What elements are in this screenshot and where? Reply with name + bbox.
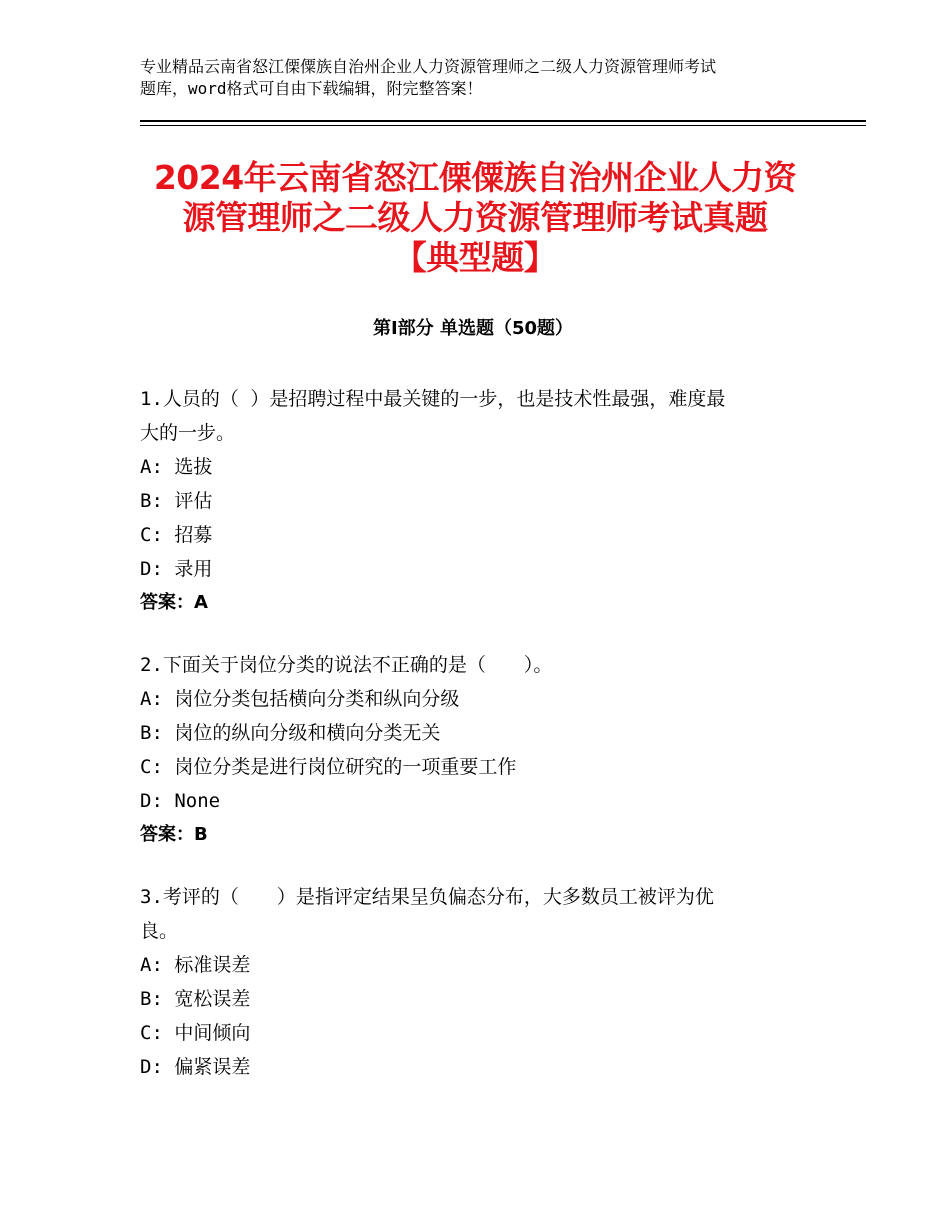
question-list — [140, 382, 820, 1112]
option-a: A: 选拔 — [140, 456, 213, 478]
option-c: C: 岗位分类是进行岗位研究的一项重要工作 — [140, 756, 517, 778]
question-2 — [140, 648, 820, 852]
option-b: B: 岗位的纵向分级和横向分类无关 — [140, 722, 441, 744]
header-note — [140, 56, 830, 100]
answer: 答案：A — [140, 592, 208, 613]
question-stem-continued: 大的一步。 — [140, 422, 236, 444]
option-a: A: 岗位分类包括横向分类和纵向分级 — [140, 688, 460, 710]
option-d: D: None — [140, 790, 221, 812]
question-stem: 1.人员的（ ）是招聘过程中最关键的一步，也是技术性最强，难度最 — [140, 388, 726, 410]
question-stem: 2.下面关于岗位分类的说法不正确的是（ ）。 — [140, 654, 553, 676]
answer: 答案：B — [140, 824, 208, 845]
option-a: A: 标准误差 — [140, 954, 251, 976]
option-d: D: 偏紧误差 — [140, 1056, 251, 1078]
section-heading: 第Ⅰ部分 单选题（50题） — [372, 318, 573, 339]
option-c: C: 中间倾向 — [140, 1022, 251, 1044]
header-divider-thick — [140, 120, 866, 122]
question-1 — [140, 382, 820, 620]
header-note-line-2: 题库，word格式可自由下载编辑，附完整答案！ — [140, 79, 483, 98]
option-c: C: 招募 — [140, 524, 213, 546]
document-title-line-2: 源管理师之二级人力资源管理师考试真题 — [182, 198, 768, 237]
question-stem: 3.考评的（ ）是指评定结果呈负偏态分布，大多数员工被评为优 — [140, 886, 714, 908]
document-title-line-3: 【典型题】 — [393, 238, 557, 277]
question-stem-continued: 良。 — [140, 920, 179, 942]
option-b: B: 宽松误差 — [140, 988, 251, 1010]
question-3 — [140, 880, 820, 1084]
document-title — [100, 158, 850, 278]
option-d: D: 录用 — [140, 558, 213, 580]
document-title-line-1: 2024年云南省怒江傈僳族自治州企业人力资 — [153, 158, 797, 197]
option-b: B: 评估 — [140, 490, 213, 512]
header-divider-thin — [140, 125, 866, 126]
header-note-line-1: 专业精品云南省怒江傈僳族自治州企业人力资源管理师之二级人力资源管理师考试 — [140, 57, 717, 76]
